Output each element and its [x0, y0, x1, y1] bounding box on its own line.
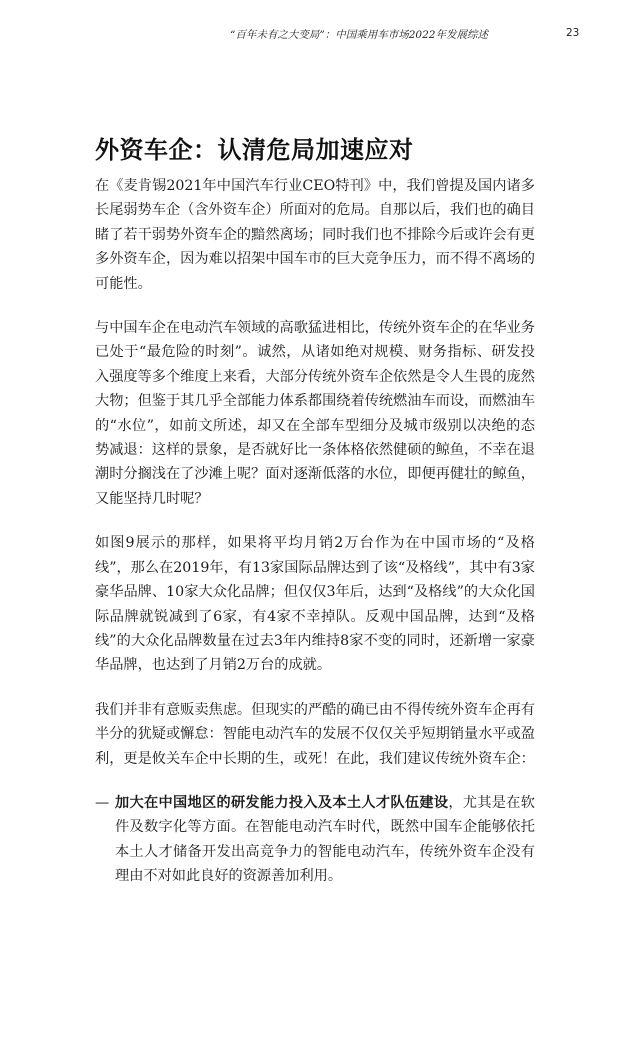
- recommendation-bullet: [95, 791, 535, 889]
- bullet-bold-lead: 加大在中国地区的研发能力投入及本土人才队伍建设: [115, 794, 449, 811]
- bullet-text: ，尤其是在软件及数字化等方面。在智能电动汽车时代，既然中国车企能够依托本土人才储备开发出高竞争力的智能电动汽车，传统外资车企没有理由不对如此良好的资源善加利用。: [115, 794, 535, 885]
- paragraph-1: 在《麦肯锡2021年中国汽车行业CEO特刊》中，我们曾提及国内诸多长尾弱势车企（含外资车企）所面对的危局。自那以后，我们也的确目睹了若干弱势外资车企的黯然离场；同时我们也不排除今后或许会有更多外资车企，因为难以招架中国车市的巨大竞争压力，而不得不离场的可能性。: [95, 178, 535, 292]
- running-header-title: “百年未有之大变局”：中国乘用车市场2022年发展综述: [230, 29, 488, 41]
- paragraph-4: 我们并非有意贩卖焦虑。但现实的严酷的确已由不得传统外资车企再有半分的犹疑或懈怠：智能电动汽车的发展不仅仅关乎短期销量水平或盈利，更是攸关车企中长期的生，或死！在此，我们建议传统外资车企：: [95, 701, 535, 767]
- paragraph-2: 与中国车企在电动汽车领域的高歌猛进相比，传统外资车企的在华业务已处于“最危险的时刻”。诚然，从诸如绝对规模、财务指标、研发投入强度等多个维度上来看，大部分传统外资车企依然是令人生畏的庞然大物；但鉴于其几乎全部能力体系都围绕着传统燃油车而设，而燃油车的“水位”，如前文所述，却又在全部车型细分及城市级别以决绝的态势减退：这样的景象，是否就好比一条体格依然健硕的鲸鱼，不幸在退潮时分搁浅在了沙滩上呢？面对逐渐低落的水位，即便再健壮的鲸鱼，又能坚持几时呢？: [95, 320, 535, 507]
- bullet-dash: —: [95, 794, 110, 811]
- page-number: 23: [566, 27, 580, 39]
- body-text: [95, 174, 535, 889]
- paragraph-3: 如图9展示的那样，如果将平均月销2万台作为在中国市场的“及格线”，那么在2019年，有13家国际品牌达到了该“及格线”，其中有3家豪华品牌、10家大众化品牌；但仅仅3年后，达到“及格线”的大众化国际品牌就锐减到了6家，有4家不幸掉队。反观中国品牌，达到“及格线”的大众化品牌数量在过去3年内维持8家不变的同时，还新增一家豪华品牌，也达到了月销2万台的成就。: [95, 535, 535, 674]
- section-title: 外资车企：认清危局加速应对: [95, 136, 414, 164]
